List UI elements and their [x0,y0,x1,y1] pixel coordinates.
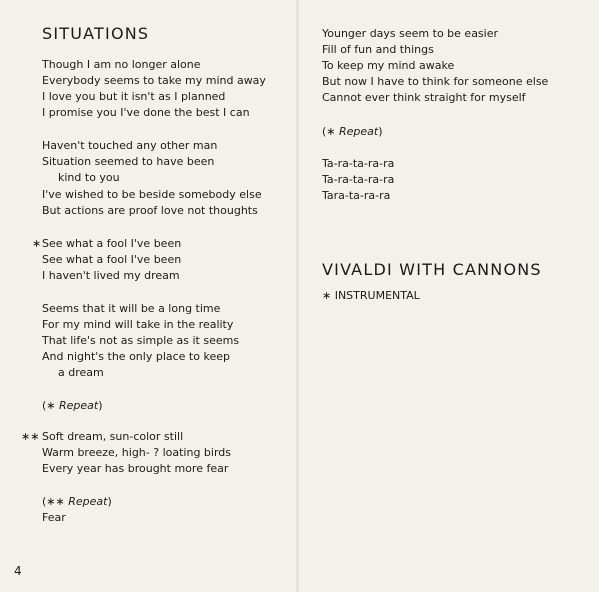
lyric-line: Though I am no longer alone [42,58,201,71]
lyric-line: That life's not as simple as it seems [42,334,240,347]
instrumental-label: ∗ INSTRUMENTAL [322,289,420,302]
repeat-marker: (∗ [322,125,336,138]
repeat-close: ) [378,125,383,138]
lyric-line: I haven't lived my dream [42,269,180,282]
lyric-line: For my mind will take in the reality [42,318,234,331]
lyric-line: Fill of fun and things [322,43,434,56]
lyric-line: I've wished to be beside somebody else [42,188,262,201]
repeat-note [42,494,112,510]
repeat-marker: (∗∗ [42,495,65,508]
lyric-line: But now I have to think for someone else [322,75,549,88]
lyric-line: Every year has brought more fear [42,462,229,475]
lyric-line: I promise you I've done the best I can [42,106,250,119]
repeat-word: Repeat [339,125,379,138]
repeat-word: Repeat [68,495,108,508]
repeat-marker: (∗ [42,399,56,412]
repeat-close: ) [98,399,103,412]
lyric-line: See what a fool I've been [42,253,182,266]
chorus-marker: ∗ [32,237,42,250]
repeat-close: ) [107,495,112,508]
lyric-line: Everybody seems to take my mind away [42,74,266,87]
repeat-note [42,398,103,414]
lyric-line: kind to you [58,171,120,184]
lyric-line: Situation seemed to have been [42,155,215,168]
lyric-line: Fear [42,511,66,524]
lyric-line: But actions are proof love not thoughts [42,204,258,217]
lyric-line: Seems that it will be a long time [42,302,221,315]
lyric-line: To keep my mind awake [322,59,455,72]
lyric-line: Cannot ever think straight for myself [322,91,526,104]
lyric-line: See what a fool I've been [42,237,182,250]
lyric-line: Soft dream, sun-color still [42,430,184,443]
lyric-line: Haven't touched any other man [42,139,218,152]
bridge-marker: ∗∗ [21,430,40,443]
lyric-line: Ta-ra-ta-ra-ra [322,173,395,186]
lyric-line: And night's the only place to keep [42,350,230,363]
lyric-line: I love you but it isn't as I planned [42,90,226,103]
page-fold [296,0,299,592]
lyric-line: Tara-ta-ra-ra [322,189,391,202]
lyric-line: a dream [58,366,104,379]
page-number: 4 [14,564,22,578]
repeat-word: Repeat [59,399,99,412]
song-title-vivaldi: VIVALDI WITH CANNONS [322,260,542,279]
lyric-line: Younger days seem to be easier [322,27,499,40]
lyric-line: Ta-ra-ta-ra-ra [322,157,395,170]
song-title-situations: SITUATIONS [42,24,150,43]
lyric-line: Warm breeze, high- ? loating birds [42,446,231,459]
repeat-note [322,124,383,140]
